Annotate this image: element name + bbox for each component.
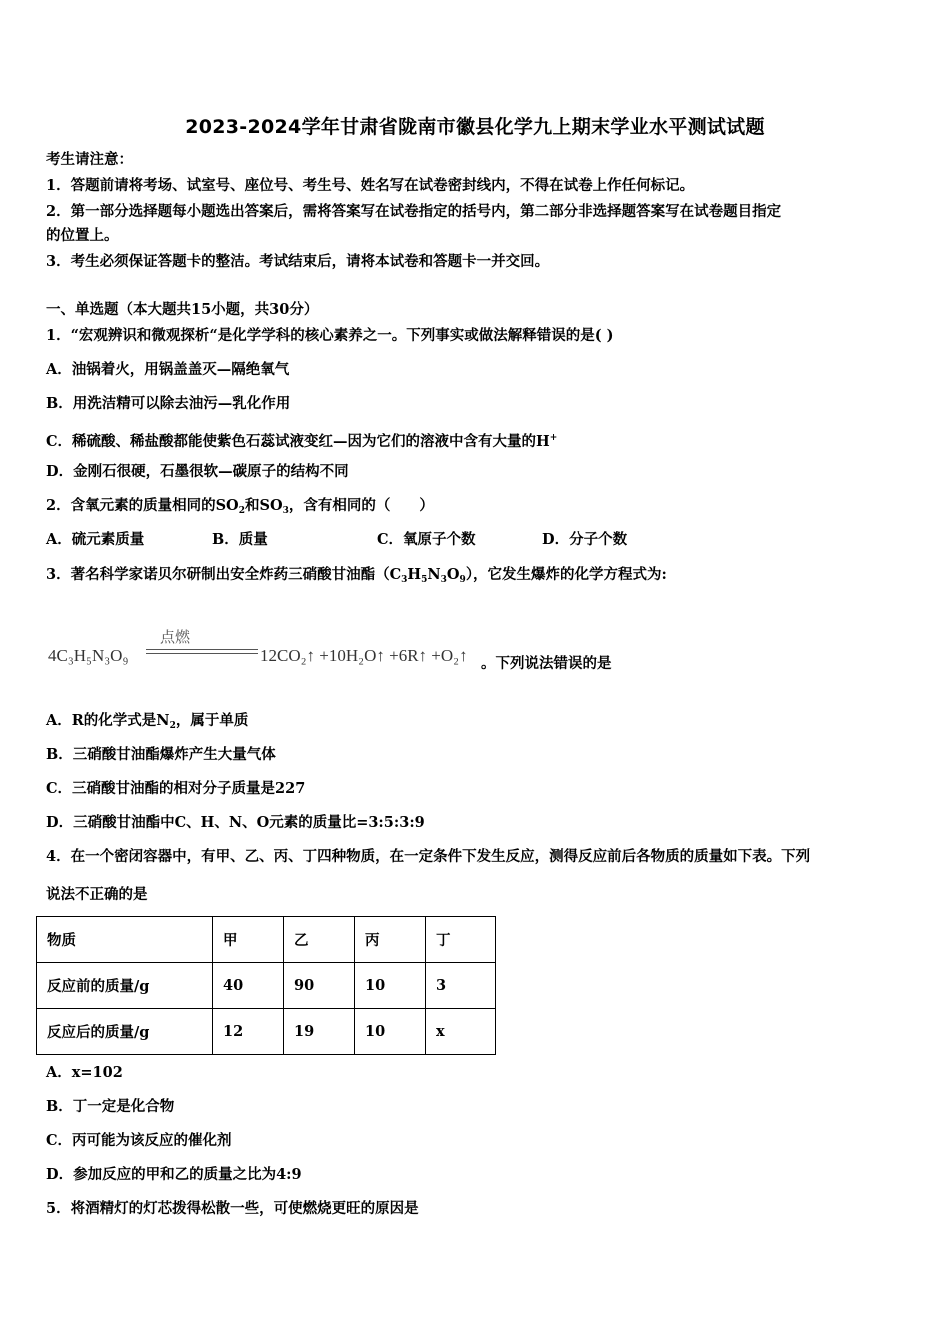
q2-sub-2: 3 (282, 506, 289, 516)
table-header-cell: 物质 (37, 917, 213, 963)
q4-option-d: D．参加反应的甲和乙的质量之比为4:9 (46, 1166, 302, 1183)
table-header-row (37, 917, 496, 963)
q4-option-c: C．丙可能为该反应的催化剂 (46, 1132, 232, 1149)
q3-sub-2: 5 (421, 575, 428, 585)
q3-option-a-tail: ，属于单质 (175, 712, 249, 729)
table-cell: 90 (284, 963, 355, 1009)
q3-stem-b: H (407, 566, 422, 583)
table-cell: 3 (426, 963, 496, 1009)
table-cell: 40 (213, 963, 284, 1009)
q3-option-a-text: A．R的化学式是N (46, 712, 170, 729)
q3-sub-4: 9 (459, 575, 466, 585)
table-cell: x (426, 1009, 496, 1055)
table-header-cell: 丙 (355, 917, 426, 963)
q2-stem-b: 和SO (244, 497, 283, 514)
q1-option-b: B．用洗洁精可以除去油污—乳化作用 (46, 395, 291, 412)
equation-condition: 点燃 (160, 628, 191, 646)
q2-stem (46, 496, 434, 521)
equation-equal-bar-top (146, 649, 258, 650)
equation-equal-bar-bottom (146, 653, 258, 654)
q2-option-a: A．硫元素质量 (46, 531, 145, 548)
q3-option-c: C．三硝酸甘油酯的相对分子质量是227 (46, 780, 306, 797)
table-cell: 10 (355, 1009, 426, 1055)
q1-option-c-sup: + (549, 433, 558, 443)
q3-stem-a: 3．著名科学家诺贝尔研制出安全炸药三硝酸甘油酯（C (46, 566, 402, 583)
q1-option-c-text: C．稀硫酸、稀盐酸都能使紫色石蕊试液变红—因为它们的溶液中含有大量的H (46, 433, 550, 450)
table-cell: 12 (213, 1009, 284, 1055)
table-header-cell: 乙 (284, 917, 355, 963)
q1-stem: 1．“宏观辨识和微观探析“是化学学科的核心素养之一。下列事实或做法解释错误的是( ) (46, 327, 614, 344)
notice-item-1: 1．答题前请将考场、试室号、座位号、考生号、姓名写在试卷密封线内，不得在试卷上作任何标记。 (46, 177, 695, 194)
q3-stem-d: O (446, 566, 460, 583)
table-cell: 10 (355, 963, 426, 1009)
q2-option-b: B．质量 (212, 531, 268, 548)
q3-stem (46, 565, 667, 590)
q2-stem-c: ，含有相同的（ ） (288, 497, 434, 514)
q4-stem-line-2: 说法不正确的是 (46, 886, 148, 903)
table-header-cell: 甲 (213, 917, 284, 963)
q5-stem: 5．将酒精灯的灯芯拨得松散一些，可使燃烧更旺的原因是 (46, 1200, 419, 1217)
q1-option-a: A．油锅着火，用锅盖盖灭—隔绝氧气 (46, 361, 290, 378)
q3-option-a (46, 711, 248, 736)
q4-stem-line-1: 4．在一个密闭容器中，有甲、乙、丙、丁四种物质，在一定条件下发生反应，测得反应前后各物质的质量如下表。下列 (46, 848, 811, 865)
section-heading: 一、单选题（本大题共15小题，共30分） (46, 301, 319, 318)
q3-sub-1: 3 (401, 575, 408, 585)
q1-option-d: D．金刚石很硬，石墨很软—碳原子的结构不同 (46, 463, 349, 480)
page-title: 2023-2024学年甘肃省陇南市徽县化学九上期末学业水平测试试题 (185, 116, 765, 138)
mass-table (36, 916, 496, 1055)
table-cell: 19 (284, 1009, 355, 1055)
equation-products: 12CO₂↑ +10H₂O↑ +6R↑ +O₂↑ (260, 646, 468, 665)
q2-sub-1: 2 (238, 506, 245, 516)
q2-option-c: C．氧原子个数 (377, 531, 476, 548)
q3-stem-e: ），它发生爆炸的化学方程式为: (465, 566, 667, 583)
q3-stem-tail: 。下列说法错误的是 (481, 655, 612, 672)
q3-stem-c: N (427, 566, 441, 583)
q4-option-a: A．x=102 (46, 1064, 123, 1081)
q4-option-b: B．丁一定是化合物 (46, 1098, 175, 1115)
q3-option-d: D．三硝酸甘油酯中C、H、N、O元素的质量比=3:5:3:9 (46, 814, 425, 831)
q1-option-c (46, 428, 557, 452)
q3-option-a-sub: 2 (169, 721, 176, 731)
q3-option-b: B．三硝酸甘油酯爆炸产生大量气体 (46, 746, 276, 763)
notice-item-2: 2．第一部分选择题每小题选出答案后，需将答案写在试卷指定的括号内，第二部分非选择题答案写在试卷题目指定 (46, 203, 782, 220)
equation-reactants: 4C₃H₅N₃O₉ (48, 646, 129, 665)
q2-stem-a: 2．含氧元素的质量相同的SO (46, 497, 239, 514)
table-row (37, 963, 496, 1009)
notice-heading: 考生请注意： (46, 151, 133, 168)
q2-option-d: D．分子个数 (542, 531, 628, 548)
table-cell: 反应后的质量/g (37, 1009, 213, 1055)
notice-item-2-cont: 的位置上。 (46, 227, 119, 244)
chemical-equation (48, 626, 648, 676)
table-row (37, 1009, 496, 1055)
notice-item-3: 3．考生必须保证答题卡的整洁。考试结束后，请将本试卷和答题卡一并交回。 (46, 253, 550, 270)
table-cell: 反应前的质量/g (37, 963, 213, 1009)
q3-sub-3: 3 (440, 575, 447, 585)
table-header-cell: 丁 (426, 917, 496, 963)
